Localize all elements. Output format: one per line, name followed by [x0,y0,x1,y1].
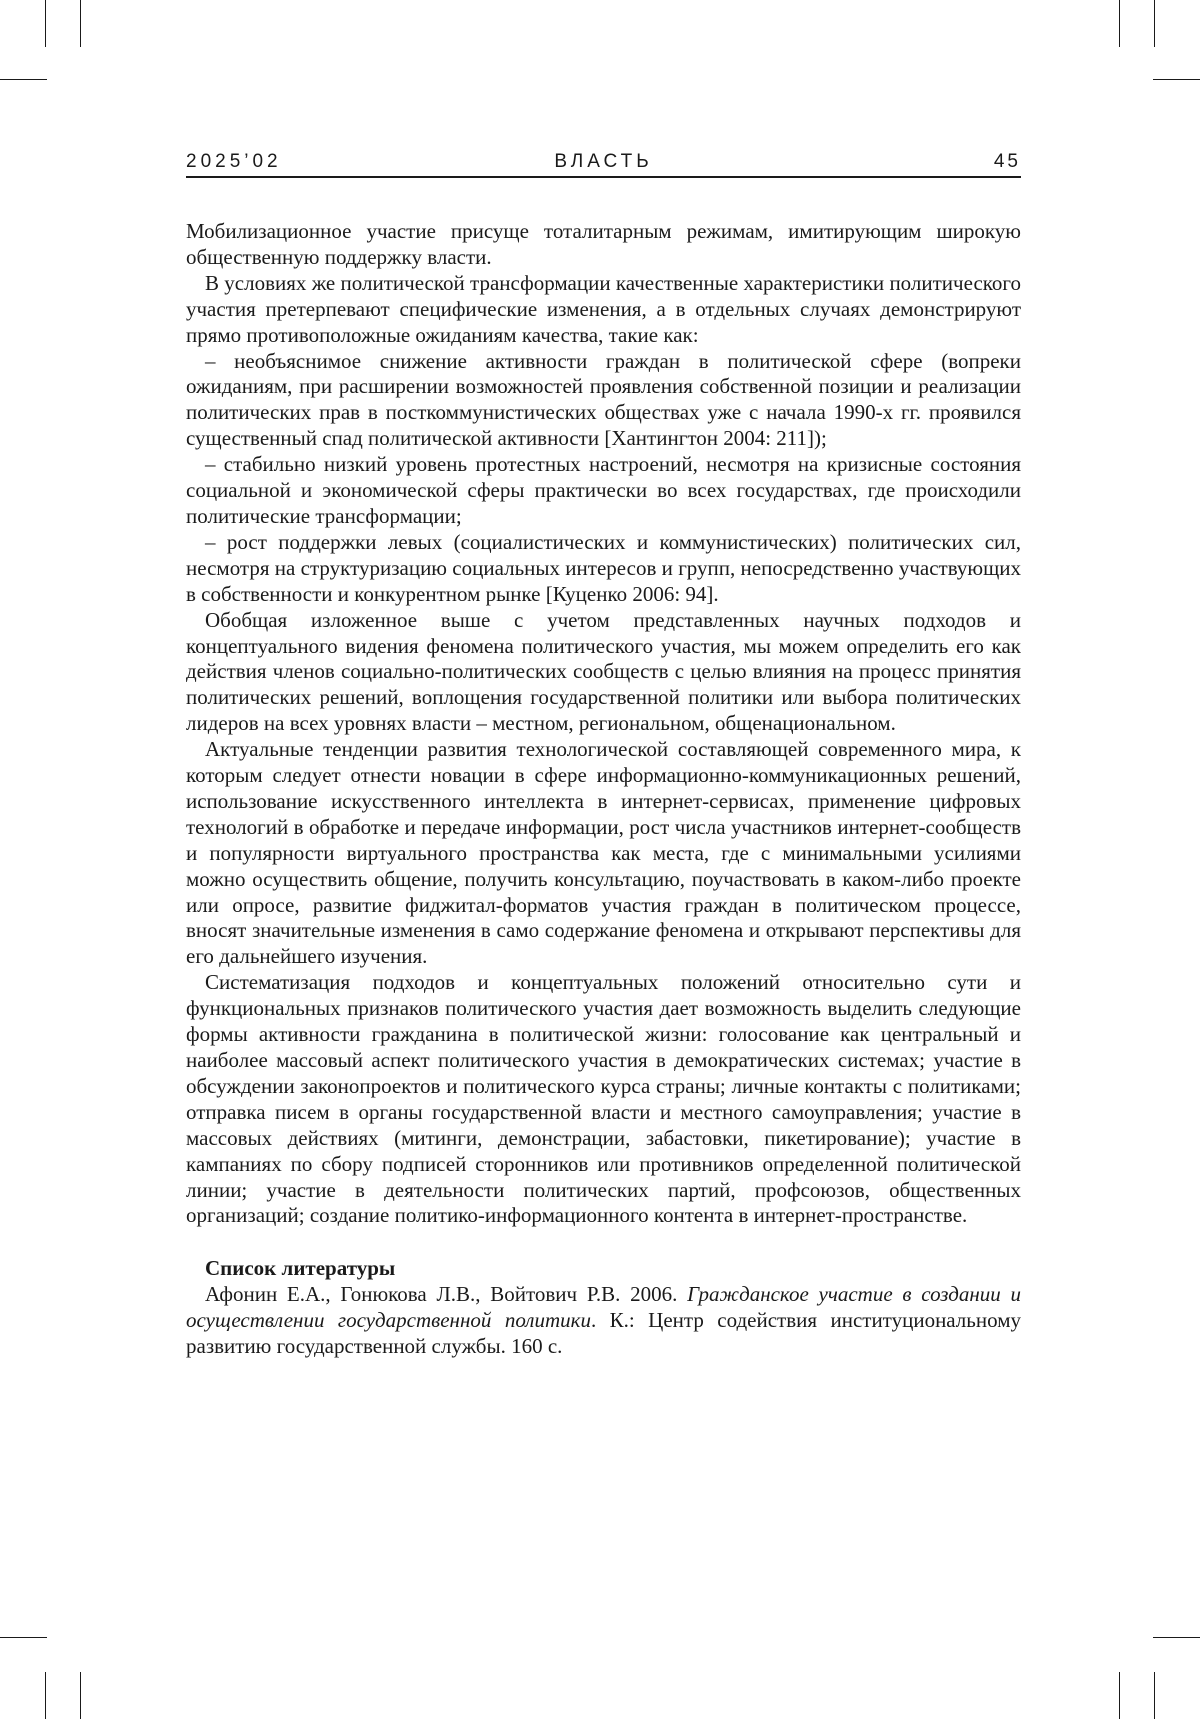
article-body [186,219,1021,1360]
reference-authors: Афонин Е.А., Гонюкова Л.В., Войтович Р.В. 2006. [205,1282,687,1306]
reference-publisher: . К.: Центр содействия институциональному развитию государственной службы. 160 с. [186,1308,1021,1358]
crop-mark [1119,1672,1120,1719]
crop-mark [0,79,47,80]
paragraph: Мобилизационное участие присуще тоталитарным режимам, имитирующим широкую общественную поддержку власти. [186,219,1021,271]
crop-mark [1153,1637,1200,1638]
references-section [186,1256,1021,1360]
paragraph: Актуальные тенденции развития технологической составляющей современного мира, к которым следует отнести новации в сфере информационно-коммуникационных решений, использование искусственного интеллекта в интернет-сервисах, применение цифровых технологий в обработке и передаче информации, рост числа участников интернет-сообществ и популярности виртуального пространства как места, где с минимальными усилиями можно осуществить общение, получить консультацию, поучаствовать в каком-либо проекте или опросе, развитие фиджитал-форматов участия граждан в политическом процессе, вносят значительные изменения в само содержание феномена и открывают перспективы для его дальнейшего изучения. [186,737,1021,970]
header-rule [186,176,1021,178]
crop-mark [80,0,81,47]
crop-mark [80,1672,81,1719]
crop-mark [1153,79,1200,80]
reference-title: Гражданское участие в создании и осуществлении государственной политики [186,1282,1021,1332]
crop-mark [45,0,46,47]
crop-mark [1154,1672,1155,1719]
crop-mark [1119,0,1120,47]
journal-title: ВЛАСТЬ [186,151,1021,173]
crop-mark [45,1672,46,1719]
paragraph: В условиях же политической трансформации качественные характеристики политического участия претерпевают специфические изменения, а в отдельных случаях демонстрируют прямо противоположные ожиданиям качества, такие как: [186,271,1021,349]
page-number: 45 [994,151,1021,173]
list-item: – стабильно низкий уровень протестных настроений, несмотря на кризисные состояния социальной и экономической сферы практически во всех государствах, где происходили политические трансформации; [186,452,1021,530]
crop-mark [0,1637,47,1638]
references-title: Список литературы [186,1256,1021,1282]
list-item: – необъяснимое снижение активности граждан в политической сфере (вопреки ожиданиям, при расширении возможностей проявления собственной позиции и реализации политических прав в посткоммунистических обществах уже с начала 1990-х гг. проявился существенный спад политической активности [Хантингтон 2004: 211]); [186,349,1021,453]
paragraph: Систематизация подходов и концептуальных положений относительно сути и функциональных признаков политического участия дает возможность выделить следующие формы активности гражданина в политической жизни: голосование как центральный и наиболее массовый аспект политического участия в демократических системах; участие в обсуждении законопроектов и политического курса страны; личные контакты с политиками; отправка писем в органы государственной власти и местного самоуправления; участие в массовых действиях (митинги, демонстрации, забастовки, пикетирование); участие в кампаниях по сбору подписей сторонников или противников определенной политической линии; участие в деятельности политических партий, профсоюзов, общественных организаций; создание политико-информационного контента в интернет-пространстве. [186,970,1021,1229]
running-head [186,151,1021,175]
list-item: – рост поддержки левых (социалистических и коммунистических) политических сил, несмотря на структуризацию социальных интересов и групп, непосредственно участвующих в собственности и конкурентном рынке [Куценко 2006: 94]. [186,530,1021,608]
paragraph: Обобщая изложенное выше с учетом представленных научных подходов и концептуального видения феномена политического участия, мы можем определить его как действия членов социально-политических сообществ с целью влияния на процесс принятия политических решений, воплощения государственной политики или выбора политических лидеров на всех уровнях власти – местном, региональном, общенациональном. [186,608,1021,738]
reference-item [186,1282,1021,1360]
issue-number: 2025’02 [186,151,282,173]
crop-mark [1154,0,1155,47]
